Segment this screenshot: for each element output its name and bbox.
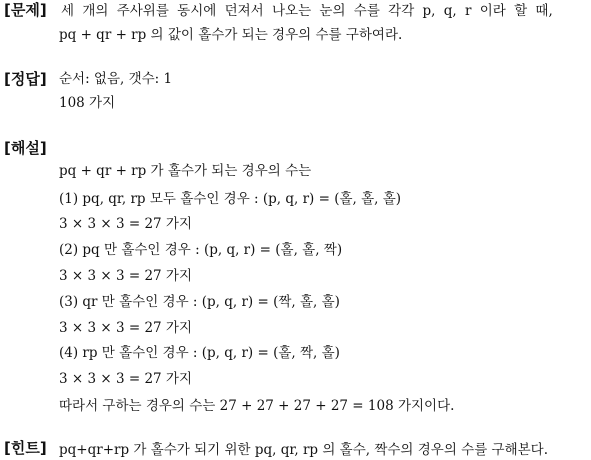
solution-label: [해설] — [4, 139, 47, 157]
solution-line: (4) rp 만 홀수인 경우 : (p, q, r) = (홀, 짝, 홀) — [59, 345, 340, 361]
answer-value: 108 가지 — [59, 95, 116, 111]
solution-line: (2) pq 만 홀수인 경우 : (p, q, r) = (홀, 홀, 짝) — [59, 242, 343, 258]
solution-line: 3 × 3 × 3 = 27 가지 — [59, 268, 193, 284]
solution-line: (3) qr 만 홀수인 경우 : (p, q, r) = (짝, 홀, 홀) — [59, 294, 340, 310]
solution-line: 3 × 3 × 3 = 27 가지 — [59, 216, 193, 232]
hint-label: [힌트] — [4, 439, 47, 457]
problem-label: [문제] — [4, 1, 47, 19]
solution-line: (1) pq, qr, rp 모두 홀수인 경우 : (p, q, r) = (홀, 홀, 홀) — [59, 191, 402, 207]
solution-line: 3 × 3 × 3 = 27 가지 — [59, 371, 193, 387]
hint-line: pq+qr+rp 가 홀수가 되기 위한 pq, qr, rp 의 홀수, 짝수의 경우의 수를 구해본다. — [59, 442, 548, 458]
solution-line: pq + qr + rp 가 홀수가 되는 경우의 수는 — [59, 163, 312, 179]
answer-order-count: 순서: 없음, 갯수: 1 — [59, 71, 173, 87]
solution-conclusion: 따라서 구하는 경우의 수는 27 + 27 + 27 + 27 = 108 가지이다. — [59, 398, 455, 414]
answer-label: [정답] — [4, 70, 47, 88]
problem-line-1: 세 개의 주사위를 동시에 던져서 나오는 눈의 수를 각각 p, q, r 이라 할 때, — [61, 3, 553, 19]
solution-line: 3 × 3 × 3 = 27 가지 — [59, 320, 193, 336]
problem-line-2: pq + qr + rp 의 값이 홀수가 되는 경우의 수를 구하여라. — [59, 27, 403, 43]
